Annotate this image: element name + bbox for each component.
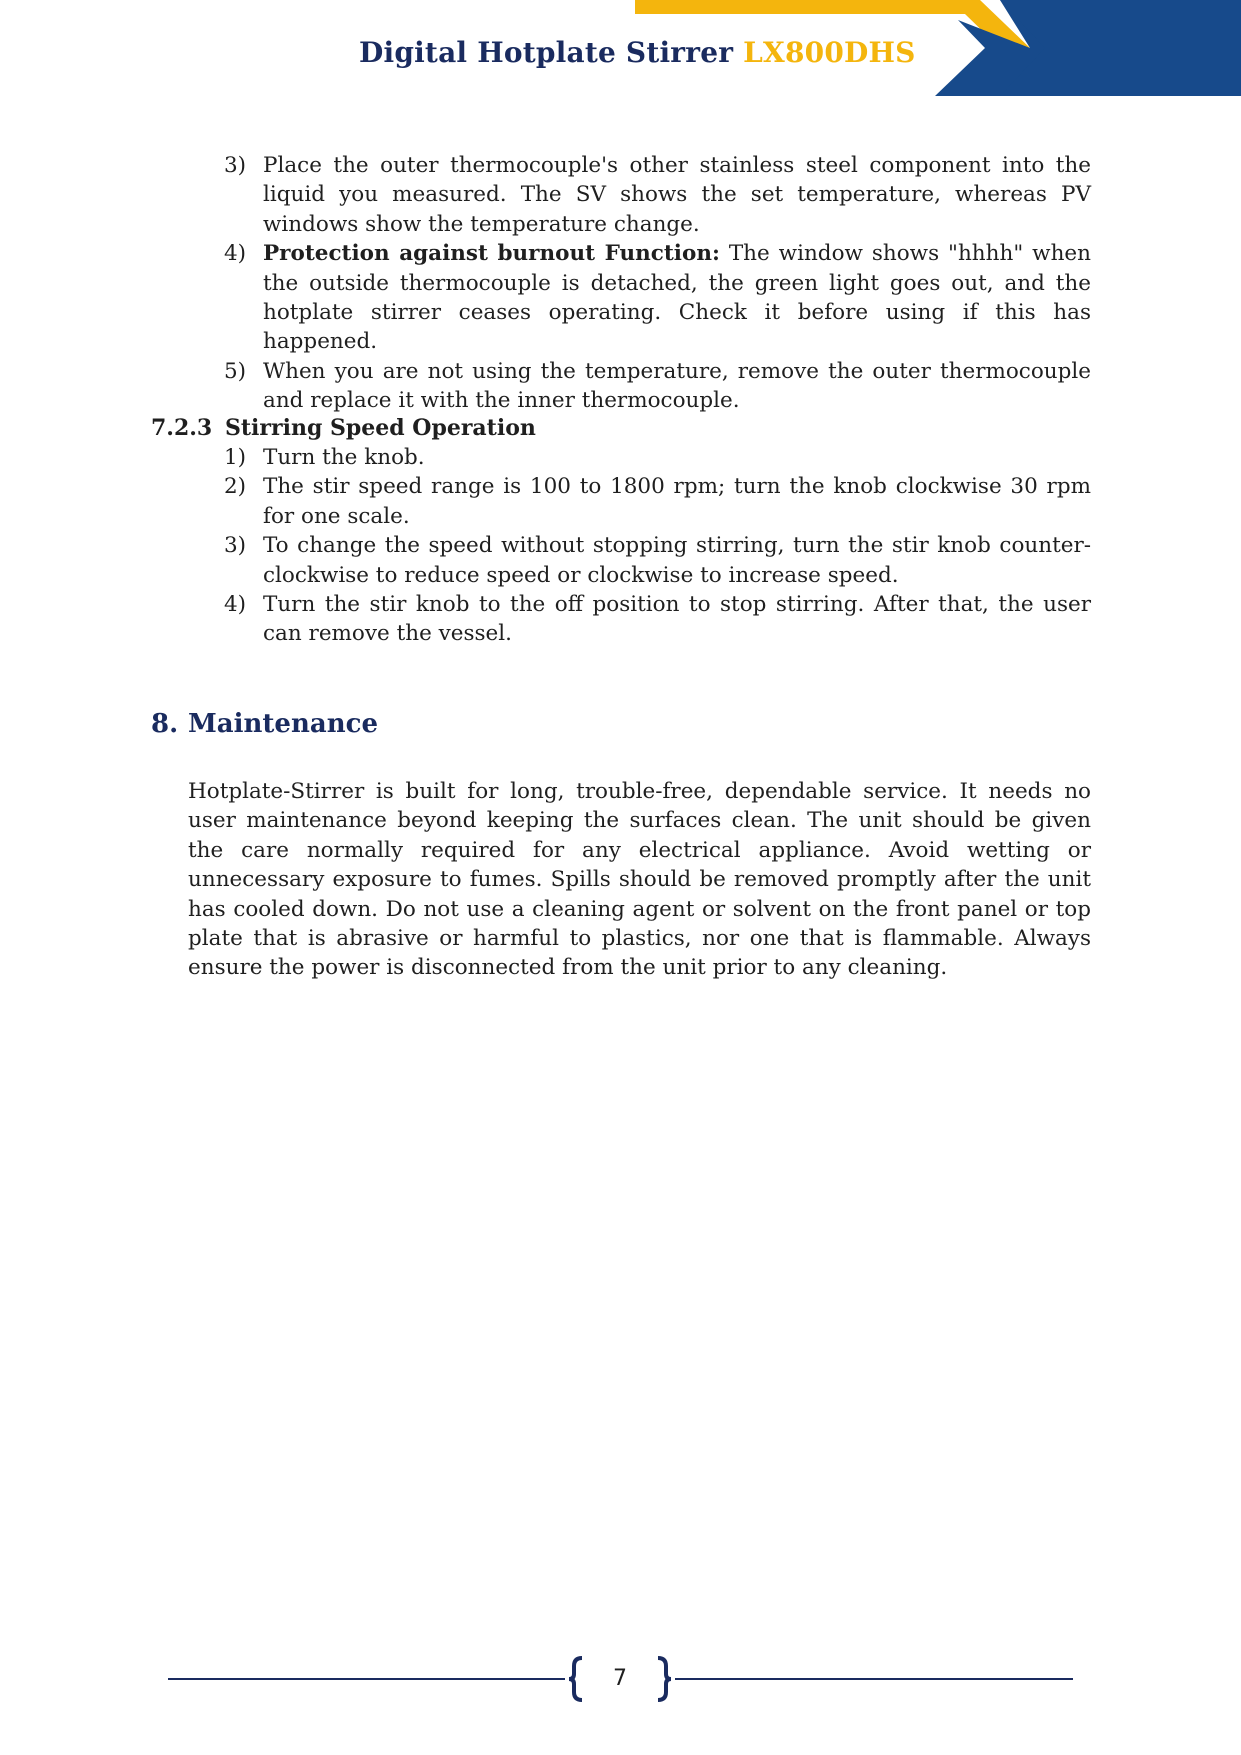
- product-name: Digital Hotplate Stirrer: [359, 36, 734, 69]
- list-item-number: 3): [224, 153, 247, 178]
- list-item: [224, 239, 1091, 357]
- list-item: [224, 531, 1091, 590]
- list-item-number: 3): [224, 533, 247, 559]
- list-item-text: To change the speed without stopping stirring, turn the stir knob counter-clockwise to reduce speed or clockwise to increase speed.: [263, 533, 1091, 588]
- list-item: [224, 472, 1091, 531]
- footer-right-brace: [658, 1658, 671, 1700]
- list-item-text: The stir speed range is 100 to 1800 rpm; turn the knob clockwise 30 rpm for one scale.: [263, 474, 1091, 529]
- document-title: [359, 36, 916, 69]
- list-item-text: When you are not using the temperature, remove the outer thermocouple and replace it with the inner thermocouple.: [263, 358, 1091, 414]
- list-item: [224, 357, 1091, 416]
- list-item: [224, 151, 1091, 239]
- list-item-text: Turn the knob.: [263, 445, 425, 470]
- list-item: [224, 590, 1091, 649]
- maintenance-paragraph: Hotplate-Stirrer is built for long, trouble-free, dependable service. It needs no user maintenance beyond keeping the surfaces clean. The unit should be given the care normally required for any electrical appliance. Avoid wetting or unnecessary exposure to fumes. Spills should be removed promptly after the unit has cooled down. Do not use a cleaning agent or solvent on the front panel or top plate that is abrasive or harmful to plastics, nor one that is flammable. Always ensure the power is disconnected from the unit prior to any cleaning.: [188, 779, 1091, 981]
- stirring-steps-list: [224, 443, 1091, 649]
- list-item-number: 4): [224, 241, 247, 267]
- model-number: LX800DHS: [743, 36, 916, 69]
- footer-left-brace: [569, 1658, 582, 1700]
- subsection-title: Stirring Speed Operation: [225, 415, 536, 441]
- section-number: 8.: [151, 709, 179, 739]
- subsection-heading: [151, 415, 536, 441]
- page-number: 7: [613, 1666, 627, 1691]
- subsection-number: 7.2.3: [151, 415, 213, 441]
- list-item-number: 1): [224, 445, 247, 470]
- temperature-steps-list: [224, 151, 1091, 416]
- list-item-number: 5): [224, 358, 247, 384]
- section-heading: [151, 709, 378, 739]
- list-item-number: 2): [224, 474, 247, 500]
- section-title: Maintenance: [188, 709, 378, 739]
- list-item-bold-label: Protection against burnout Function:: [263, 241, 720, 267]
- list-item: [224, 443, 1091, 472]
- list-item-text: Turn the stir knob to the off position to stop stirring. After that, the user can remove the vessel.: [263, 592, 1091, 647]
- list-item-number: 4): [224, 592, 247, 618]
- list-item-text: Place the outer thermocouple's other stainless steel component into the liquid you measured. The SV shows the set temperature, whereas PV windows show the temperature change.: [263, 153, 1091, 237]
- list-item-text: The window shows "hhhh" when the outside thermocouple is detached, the green light goes out, and the hotplate stirrer ceases operating. Check it before using if this has happened.: [263, 241, 1091, 355]
